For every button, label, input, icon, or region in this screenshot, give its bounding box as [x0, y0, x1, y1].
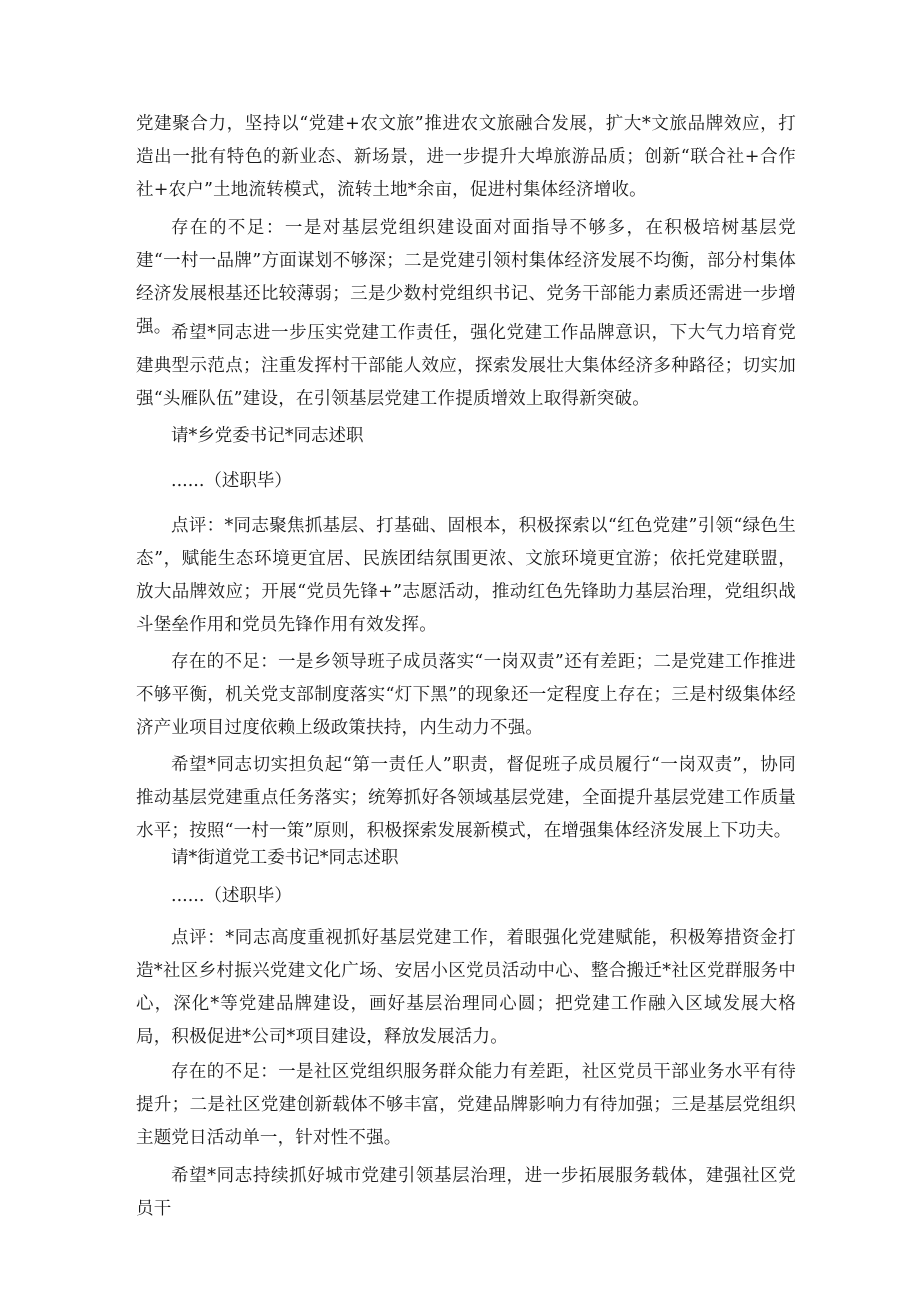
heading-report-township: 请*乡党委书记*同志述职 [171, 426, 364, 446]
report-finished-1: ......（述职毕） [171, 471, 292, 491]
paragraph-shortcomings-1: 存在的不足：一是对基层党组织建设面对面指导不够多，在积极培树基层党建“一村一品牌”方面谋划不够深；二是党建引领村集体经济发展不均衡，部分村集体经济发展根基还比较薄弱；三是少数村党组织书记、党务干部能力素质还需进一步增强。 [136, 218, 796, 337]
paragraph-shortcomings-3: 存在的不足：一是社区党组织服务群众能力有差距，社区党员干部业务水平有待提升；二是社区党建创新载体不够丰富，党建品牌影响力有待加强；三是基层党组织主题党日活动单一，针对性不强。 [136, 1062, 796, 1148]
paragraph-comment-street: 点评：*同志高度重视抓好基层党建工作，着眼强化党建赋能，积极筹措资金打造*社区乡村振兴党建文化广场、安居小区党员活动中心、整合搬迁*社区党群服务中心，深化*等党建品牌建设，画好基层治理同心圆；把党建工作融入区域发展大格局，积极促进*公司*项目建设，释放发展活力。 [136, 928, 796, 1047]
paragraph-hope-1: 希望*同志进一步压实党建工作责任，强化党建工作品牌意识，下大气力培育党建典型示范点；注重发挥村干部能人效应，探索发展壮大集体经济多种路径；切实加强“头雁队伍”建设，在引领基层党建工作提质增效上取得新突破。 [136, 323, 796, 409]
paragraph-hope-3: 希望*同志持续抓好城市党建引领基层治理，进一步拓展服务载体，建强社区党员干 [136, 1166, 796, 1219]
paragraph-hope-2: 希望*同志切实担负起“第一责任人”职责，督促班子成员履行“一岗双责”，协同推动基层党建重点任务落实；统筹抓好各领域基层党建，全面提升基层党建工作质量水平；按照“一村一策”原则，积极探索发展新模式，在增强集体经济发展上下功夫。 [136, 755, 796, 841]
paragraph-continuation: 党建聚合力，坚持以“党建+农文旅”推进农文旅融合发展，扩大*文旅品牌效应，打造出一批有特色的新业态、新场景，进一步提升大埠旅游品质；创新“联合社+合作社+农户”土地流转模式，流转土地*余亩，促进村集体经济增收。 [136, 114, 796, 200]
paragraph-shortcomings-2: 存在的不足：一是乡领导班子成员落实“一岗双责”还有差距；二是党建工作推进不够平衡，机关党支部制度落实“灯下黑”的现象还一定程度上存在；三是村级集体经济产业项目过度依赖上级政策扶持，内生动力不强。 [136, 652, 796, 738]
heading-report-street: 请*街道党工委书记*同志述职 [171, 848, 399, 868]
report-finished-2: ......（述职毕） [171, 886, 292, 906]
paragraph-comment-township: 点评：*同志聚焦抓基层、打基础、固根本，积极探索以“红色党建”引领“绿色生态”，赋能生态环境更宜居、民族团结氛围更浓、文旅环境更宜游；依托党建联盟，放大品牌效应；开展“党员先锋+”志愿活动，推动红色先锋助力基层治理，党组织战斗堡垒作用和党员先锋作用有效发挥。 [136, 516, 796, 635]
